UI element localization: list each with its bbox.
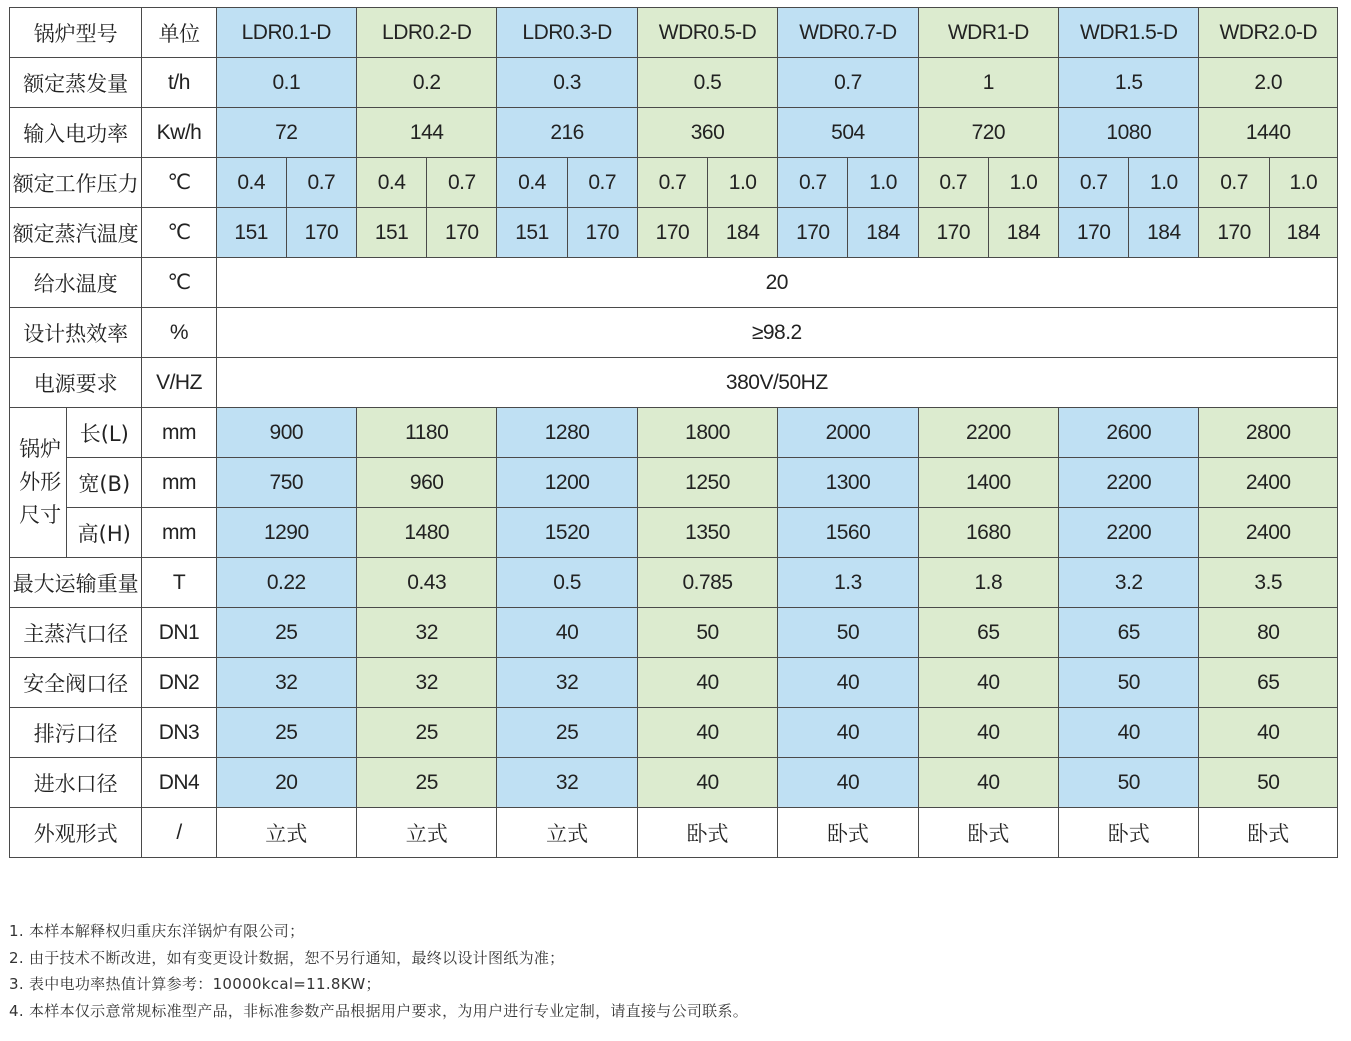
row-unit: ℃ bbox=[142, 158, 216, 208]
row-unit: / bbox=[142, 808, 216, 858]
value-cell: 0.7 bbox=[567, 158, 637, 208]
model-cell: WDR0.5-D bbox=[637, 8, 777, 58]
value-cell: 360 bbox=[637, 108, 777, 158]
value-cell: 144 bbox=[357, 108, 497, 158]
value-cell: 1250 bbox=[637, 458, 777, 508]
value-cell: 0.7 bbox=[286, 158, 356, 208]
footnote-line: 2. 由于技术不断改进，如有变更设计数据，恕不另行通知，最终以设计图纸为准； bbox=[9, 948, 565, 967]
value-cell: 0.785 bbox=[637, 558, 777, 608]
row-unit: DN1 bbox=[142, 608, 216, 658]
value-cell: 0.1 bbox=[216, 58, 356, 108]
power-row bbox=[10, 108, 1338, 158]
row-unit: T bbox=[142, 558, 216, 608]
row-label: 安全阀口径 bbox=[10, 658, 142, 708]
value-cell: 1480 bbox=[357, 508, 497, 558]
value-cell: 65 bbox=[918, 608, 1058, 658]
value-cell: 216 bbox=[497, 108, 637, 158]
value-cell: 卧式 bbox=[637, 808, 777, 858]
value-cell: 170 bbox=[286, 208, 356, 258]
value-cell: 3.5 bbox=[1199, 558, 1338, 608]
value-cell: 32 bbox=[497, 658, 637, 708]
boiler-spec-table bbox=[9, 7, 1338, 858]
value-cell: 立式 bbox=[216, 808, 356, 858]
value-cell: 卧式 bbox=[1059, 808, 1199, 858]
value-cell: 20 bbox=[216, 758, 356, 808]
value-cell: 0.22 bbox=[216, 558, 356, 608]
value-cell: 170 bbox=[778, 208, 848, 258]
model-header: 锅炉型号 bbox=[10, 8, 142, 58]
value-cell: 40 bbox=[1199, 708, 1338, 758]
value-cell: 0.7 bbox=[1199, 158, 1269, 208]
row-label: 输入电功率 bbox=[10, 108, 142, 158]
feed-temp-row bbox=[10, 258, 1338, 308]
steam-temp-row bbox=[10, 208, 1338, 258]
value-cell: 32 bbox=[357, 658, 497, 708]
value-cell: 0.4 bbox=[216, 158, 286, 208]
footnote-line: 1. 本样本解释权归重庆东洋锅炉有限公司； bbox=[9, 922, 305, 940]
value-cell: 25 bbox=[357, 708, 497, 758]
row-label: 额定工作压力 bbox=[10, 158, 142, 208]
value-cell: 1.0 bbox=[988, 158, 1058, 208]
value-cell: 2400 bbox=[1199, 508, 1338, 558]
weight-row bbox=[10, 558, 1338, 608]
value-cell: 40 bbox=[637, 758, 777, 808]
model-cell: LDR0.1-D bbox=[216, 8, 356, 58]
value-cell: 2.0 bbox=[1199, 58, 1338, 108]
value-cell: 1180 bbox=[357, 408, 497, 458]
row-unit: DN4 bbox=[142, 758, 216, 808]
value-cell: 25 bbox=[216, 708, 356, 758]
width-row bbox=[10, 458, 1338, 508]
value-cell: 170 bbox=[918, 208, 988, 258]
height-row bbox=[10, 508, 1338, 558]
value-cell: 1.8 bbox=[918, 558, 1058, 608]
value-cell: 40 bbox=[1059, 708, 1199, 758]
value-cell: 900 bbox=[216, 408, 356, 458]
value-cell: 0.5 bbox=[497, 558, 637, 608]
spec-table-container bbox=[9, 7, 1338, 858]
row-unit: Kw/h bbox=[142, 108, 216, 158]
row-unit: DN3 bbox=[142, 708, 216, 758]
value-cell: 32 bbox=[216, 658, 356, 708]
dimensions-group-label bbox=[10, 408, 67, 558]
value-cell: 32 bbox=[357, 608, 497, 658]
value-cell: 1.0 bbox=[1129, 158, 1199, 208]
value-cell: 1.3 bbox=[778, 558, 918, 608]
value-cell: 72 bbox=[216, 108, 356, 158]
merged-value-cell: ≥98.2 bbox=[216, 308, 1337, 358]
footnote-line: 4. 本样本仅示意常规标准型产品，非标准参数产品根据用户要求，为用户进行专业定制，请直接与公司联系。 bbox=[9, 1001, 749, 1020]
row-label: 额定蒸发量 bbox=[10, 58, 142, 108]
value-cell: 1520 bbox=[497, 508, 637, 558]
value-cell: 40 bbox=[918, 658, 1058, 708]
value-cell: 960 bbox=[357, 458, 497, 508]
value-cell: 504 bbox=[778, 108, 918, 158]
value-cell: 50 bbox=[1059, 658, 1199, 708]
row-label: 主蒸汽口径 bbox=[10, 608, 142, 658]
value-cell: 151 bbox=[357, 208, 427, 258]
value-cell: 720 bbox=[918, 108, 1058, 158]
inlet-row bbox=[10, 758, 1338, 808]
value-cell: 40 bbox=[778, 708, 918, 758]
value-cell: 40 bbox=[918, 708, 1058, 758]
safety-valve-row bbox=[10, 658, 1338, 708]
value-cell: 0.4 bbox=[357, 158, 427, 208]
value-cell: 0.7 bbox=[778, 58, 918, 108]
value-cell: 卧式 bbox=[918, 808, 1058, 858]
value-cell: 0.43 bbox=[357, 558, 497, 608]
merged-value-cell: 380V/50HZ bbox=[216, 358, 1337, 408]
header-row bbox=[10, 8, 1338, 58]
value-cell: 0.3 bbox=[497, 58, 637, 108]
value-cell: 25 bbox=[216, 608, 356, 658]
form-row bbox=[10, 808, 1338, 858]
value-cell: 25 bbox=[357, 758, 497, 808]
model-cell: LDR0.2-D bbox=[357, 8, 497, 58]
group-label-line: 锅炉 bbox=[19, 437, 62, 461]
value-cell: 2200 bbox=[1059, 458, 1199, 508]
value-cell: 40 bbox=[778, 658, 918, 708]
value-cell: 184 bbox=[708, 208, 778, 258]
value-cell: 80 bbox=[1199, 608, 1338, 658]
model-cell: WDR1.5-D bbox=[1059, 8, 1199, 58]
row-label: 高(H) bbox=[67, 508, 142, 558]
row-label: 最大运输重量 bbox=[10, 558, 142, 608]
value-cell: 0.7 bbox=[918, 158, 988, 208]
value-cell: 2200 bbox=[918, 408, 1058, 458]
value-cell: 2800 bbox=[1199, 408, 1338, 458]
value-cell: 1800 bbox=[637, 408, 777, 458]
value-cell: 50 bbox=[1199, 758, 1338, 808]
steam-capacity-row bbox=[10, 58, 1338, 108]
power-supply-row bbox=[10, 358, 1338, 408]
value-cell: 2400 bbox=[1199, 458, 1338, 508]
value-cell: 1440 bbox=[1199, 108, 1338, 158]
value-cell: 0.5 bbox=[637, 58, 777, 108]
value-cell: 25 bbox=[497, 708, 637, 758]
row-unit: DN2 bbox=[142, 658, 216, 708]
value-cell: 立式 bbox=[497, 808, 637, 858]
value-cell: 184 bbox=[1129, 208, 1199, 258]
footnotes bbox=[9, 918, 748, 1024]
value-cell: 0.7 bbox=[778, 158, 848, 208]
group-label-line: 尺寸 bbox=[19, 503, 62, 527]
row-unit: mm bbox=[142, 458, 216, 508]
value-cell: 卧式 bbox=[1199, 808, 1338, 858]
value-cell: 0.2 bbox=[357, 58, 497, 108]
value-cell: 2200 bbox=[1059, 508, 1199, 558]
value-cell: 40 bbox=[778, 758, 918, 808]
row-label: 给水温度 bbox=[10, 258, 142, 308]
length-row bbox=[10, 408, 1338, 458]
row-unit: V/HZ bbox=[142, 358, 216, 408]
model-cell: WDR1-D bbox=[918, 8, 1058, 58]
drain-row bbox=[10, 708, 1338, 758]
value-cell: 50 bbox=[637, 608, 777, 658]
value-cell: 2600 bbox=[1059, 408, 1199, 458]
model-cell: WDR0.7-D bbox=[778, 8, 918, 58]
value-cell: 40 bbox=[637, 708, 777, 758]
value-cell: 1400 bbox=[918, 458, 1058, 508]
row-label: 宽(B) bbox=[67, 458, 142, 508]
value-cell: 立式 bbox=[357, 808, 497, 858]
merged-value-cell: 20 bbox=[216, 258, 1337, 308]
value-cell: 1.0 bbox=[1269, 158, 1337, 208]
row-unit: t/h bbox=[142, 58, 216, 108]
value-cell: 151 bbox=[216, 208, 286, 258]
row-unit: mm bbox=[142, 408, 216, 458]
value-cell: 170 bbox=[427, 208, 497, 258]
value-cell: 65 bbox=[1059, 608, 1199, 658]
value-cell: 50 bbox=[778, 608, 918, 658]
value-cell: 170 bbox=[637, 208, 707, 258]
value-cell: 1.5 bbox=[1059, 58, 1199, 108]
value-cell: 184 bbox=[848, 208, 918, 258]
value-cell: 40 bbox=[637, 658, 777, 708]
row-label: 长(L) bbox=[67, 408, 142, 458]
value-cell: 1080 bbox=[1059, 108, 1199, 158]
row-label: 设计热效率 bbox=[10, 308, 142, 358]
value-cell: 184 bbox=[988, 208, 1058, 258]
row-unit: % bbox=[142, 308, 216, 358]
value-cell: 151 bbox=[497, 208, 567, 258]
value-cell: 0.7 bbox=[637, 158, 707, 208]
value-cell: 1280 bbox=[497, 408, 637, 458]
value-cell: 1300 bbox=[778, 458, 918, 508]
value-cell: 2000 bbox=[778, 408, 918, 458]
value-cell: 1290 bbox=[216, 508, 356, 558]
value-cell: 65 bbox=[1199, 658, 1338, 708]
value-cell: 170 bbox=[1199, 208, 1269, 258]
value-cell: 1 bbox=[918, 58, 1058, 108]
row-label: 排污口径 bbox=[10, 708, 142, 758]
value-cell: 0.7 bbox=[1059, 158, 1129, 208]
value-cell: 0.7 bbox=[427, 158, 497, 208]
efficiency-row bbox=[10, 308, 1338, 358]
row-label: 外观形式 bbox=[10, 808, 142, 858]
model-cell: WDR2.0-D bbox=[1199, 8, 1338, 58]
value-cell: 50 bbox=[1059, 758, 1199, 808]
value-cell: 1680 bbox=[918, 508, 1058, 558]
value-cell: 32 bbox=[497, 758, 637, 808]
value-cell: 1200 bbox=[497, 458, 637, 508]
value-cell: 170 bbox=[1059, 208, 1129, 258]
pressure-row bbox=[10, 158, 1338, 208]
value-cell: 1350 bbox=[637, 508, 777, 558]
row-unit: mm bbox=[142, 508, 216, 558]
value-cell: 3.2 bbox=[1059, 558, 1199, 608]
main-steam-row bbox=[10, 608, 1338, 658]
row-label: 进水口径 bbox=[10, 758, 142, 808]
value-cell: 1.0 bbox=[848, 158, 918, 208]
model-cell: LDR0.3-D bbox=[497, 8, 637, 58]
value-cell: 0.4 bbox=[497, 158, 567, 208]
value-cell: 170 bbox=[567, 208, 637, 258]
row-label: 额定蒸汽温度 bbox=[10, 208, 142, 258]
row-unit: ℃ bbox=[142, 258, 216, 308]
value-cell: 卧式 bbox=[778, 808, 918, 858]
group-label-line: 外形 bbox=[19, 470, 62, 494]
value-cell: 40 bbox=[918, 758, 1058, 808]
unit-header: 单位 bbox=[142, 8, 216, 58]
row-unit: ℃ bbox=[142, 208, 216, 258]
value-cell: 1560 bbox=[778, 508, 918, 558]
row-label: 电源要求 bbox=[10, 358, 142, 408]
value-cell: 40 bbox=[497, 608, 637, 658]
value-cell: 184 bbox=[1269, 208, 1337, 258]
footnote-line: 3. 表中电功率热值计算参考：10000kcal=11.8KW； bbox=[9, 975, 381, 993]
value-cell: 1.0 bbox=[708, 158, 778, 208]
value-cell: 750 bbox=[216, 458, 356, 508]
